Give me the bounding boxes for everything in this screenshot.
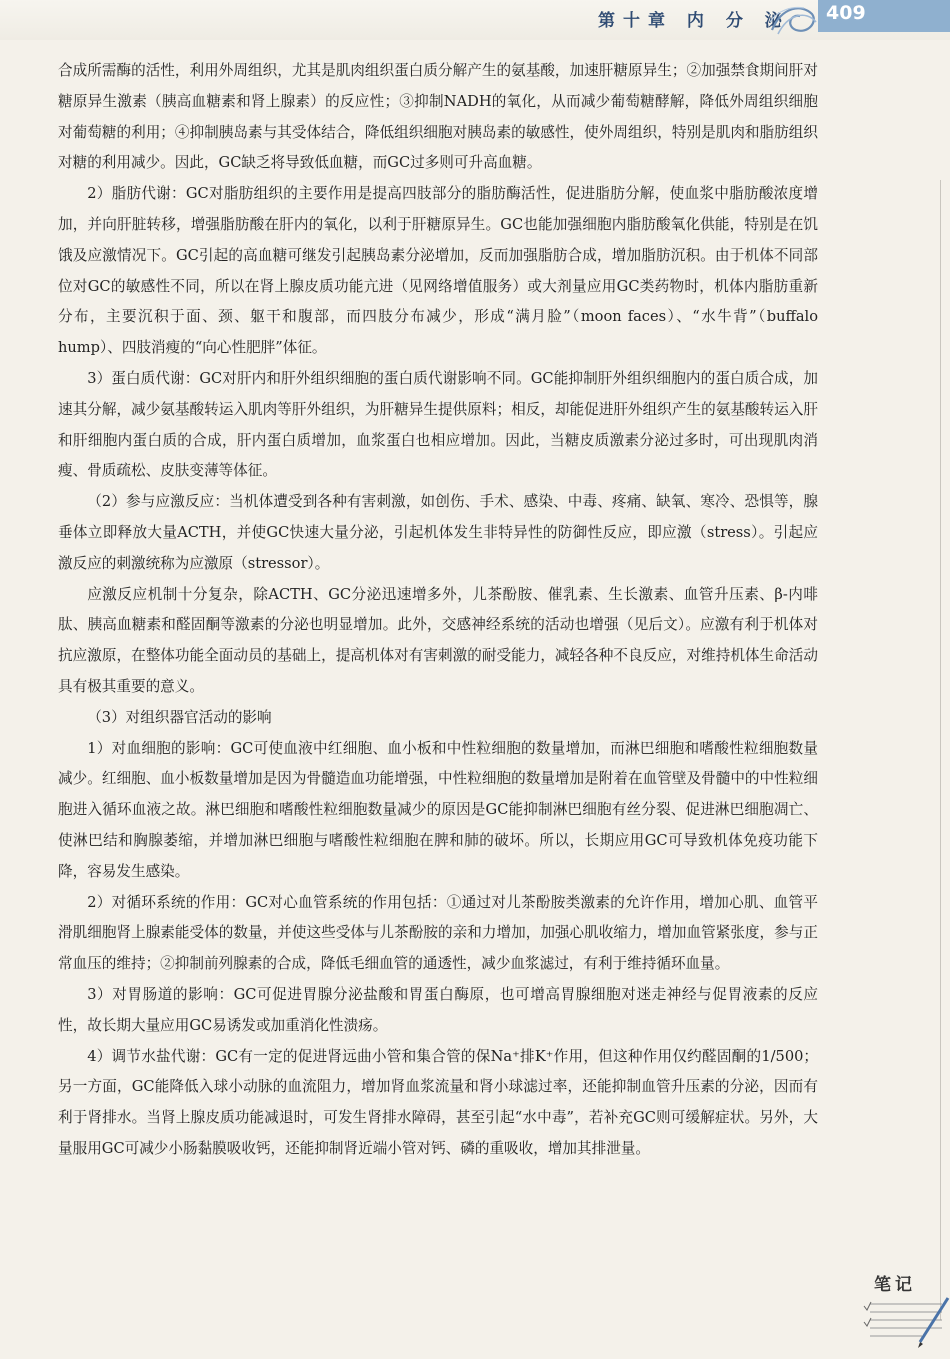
margin-rule — [940, 180, 941, 1320]
page-number: 409 — [826, 2, 866, 24]
paragraph: 1）对血细胞的影响：GC可使血液中红细胞、血小板和中性粒细胞的数量增加，而淋巴细胞和嗜酸性粒细胞数量减少。红细胞、血小板数量增加是因为骨髓造血功能增强，中性粒细胞的数量增加是附着在血管壁及骨髓中的中性粒细胞进入循环血液之故。淋巴细胞和嗜酸性粒细胞数量减少的原因是GC能抑制淋巴细胞有丝分裂、促进淋巴细胞凋亡、使淋巴结和胸腺萎缩，并增加淋巴细胞与嗜酸性粒细胞在脾和肺的破坏。所以，长期应用GC可导致机体免疫功能下降，容易发生感染。 — [58, 739, 818, 880]
paragraph: 应激反应机制十分复杂，除ACTH、GC分泌迅速增多外，儿茶酚胺、催乳素、生长激素、血管升压素、β-内啡肽、胰高血糖素和醛固酮等激素的分泌也明显增加。此外，交感神经系统的活动也增强（见后文）。应激有利于机体对抗应激原，在整体功能全面动员的基础上，提高机体对有害刺激的耐受能力，减轻各种不良反应，对维持机体生命活动具有极其重要的意义。 — [58, 585, 818, 695]
chapter-title: 第十章 内 分 泌 — [598, 11, 790, 31]
swirl-ornament-icon — [768, 0, 820, 40]
paragraph: 4）调节水盐代谢：GC有一定的促进肾远曲小管和集合管的保Na⁺排K⁺作用，但这种作用仅约醛固酮的1/500；另一方面，GC能降低入球小动脉的血流阻力，增加肾血浆流量和肾小球滤过率，还能抑制血管升压素的分泌，因而有利于肾排水。当肾上腺皮质功能减退时，可发生肾排水障碍，甚至引起“水中毒”，若补充GC则可缓解症状。另外，大量服用GC可减少小肠黏膜吸收钙，还能抑制肾近端小管对钙、磷的重吸收，增加其排泄量。 — [58, 1047, 818, 1157]
notes-margin — [862, 1270, 950, 1350]
paragraph: 3）蛋白质代谢：GC对肝内和肝外组织细胞的蛋白质代谢影响不同。GC能抑制肝外组织细胞内的蛋白质合成，加速其分解，减少氨基酸转运入肌肉等肝外组织，为肝糖异生提供原料；相反，却能促进肝外组织产生的氨基酸转运入肝和肝细胞内蛋白质的合成，肝内蛋白质增加，血浆蛋白也相应增加。因此，当糖皮质激素分泌过多时，可出现肌肉消瘦、骨质疏松、皮肤变薄等体征。 — [58, 369, 818, 480]
notes-label: 笔记 — [874, 1275, 916, 1295]
paragraph: 3）对胃肠道的影响：GC可促进胃腺分泌盐酸和胃蛋白酶原，也可增高胃腺细胞对迷走神经与促胃液素的反应性，故长期大量应用GC易诱发或加重消化性溃疡。 — [58, 985, 818, 1034]
paragraph: 2）脂肪代谢：GC对脂肪组织的主要作用是提高四肢部分的脂肪酶活性，促进脂肪分解，使血浆中脂肪酸浓度增加，并向肝脏转移，增强脂肪酸在肝内的氧化，以利于肝糖原异生。GC也能加强细胞内脂肪酸氧化供能，特别是在饥饿及应激情况下。GC引起的高血糖可继发引起胰岛素分泌增加，反而加强脂肪合成，增加脂肪沉积。由于机体不同部位对GC的敏感性不同，所以在肾上腺皮质功能亢进（见网络增值服务）或大剂量应用GC类药物时，机体内脂肪重新分布，主要沉积于面、颈、躯干和腹部，而四肢分布减少，形成“满月脸”（moon faces）、“水牛背”（buffalo hump）、四肢消瘦的“向心性肥胖”体征。 — [58, 185, 818, 357]
body-text — [58, 56, 818, 1165]
paragraph: 合成所需酶的活性，利用外周组织，尤其是肌肉组织蛋白质分解产生的氨基酸，加速肝糖原异生；②加强禁食期间肝对糖原异生激素（胰高血糖素和肾上腺素）的反应性；③抑制NADH的氧化，从而减少葡萄糖酵解，降低外周组织细胞对葡萄糖的利用；④抑制胰岛素与其受体结合，降低组织细胞对胰岛素的敏感性，使外周组织，特别是肌肉和脂肪组织对糖的利用减少。因此，GC缺乏将导致低血糖，而GC过多则可升高血糖。 — [58, 62, 818, 172]
pen-lines-icon — [862, 1292, 950, 1350]
paragraph: 2）对循环系统的作用：GC对心血管系统的作用包括：①通过对儿茶酚胺类激素的允许作用，增加心肌、血管平滑肌细胞肾上腺素能受体的数量，并使这些受体与儿茶酚胺的亲和力增加，加强心肌收缩力，增加血管紧张度，参与正常血压的维持；②抑制前列腺素的合成，降低毛细血管的通透性，减少血浆滤过，有利于维持循环血量。 — [58, 893, 818, 973]
section-heading: （3）对组织器官活动的影响 — [87, 708, 272, 726]
paragraph: （2）参与应激反应：当机体遭受到各种有害刺激，如创伤、手术、感染、中毒、疼痛、缺氧、寒冷、恐惧等，腺垂体立即释放大量ACTH，并使GC快速大量分泌，引起机体发生非特异性的防御性反应，即应激（stress）。引起应激反应的刺激统称为应激原（stressor）。 — [58, 493, 818, 572]
